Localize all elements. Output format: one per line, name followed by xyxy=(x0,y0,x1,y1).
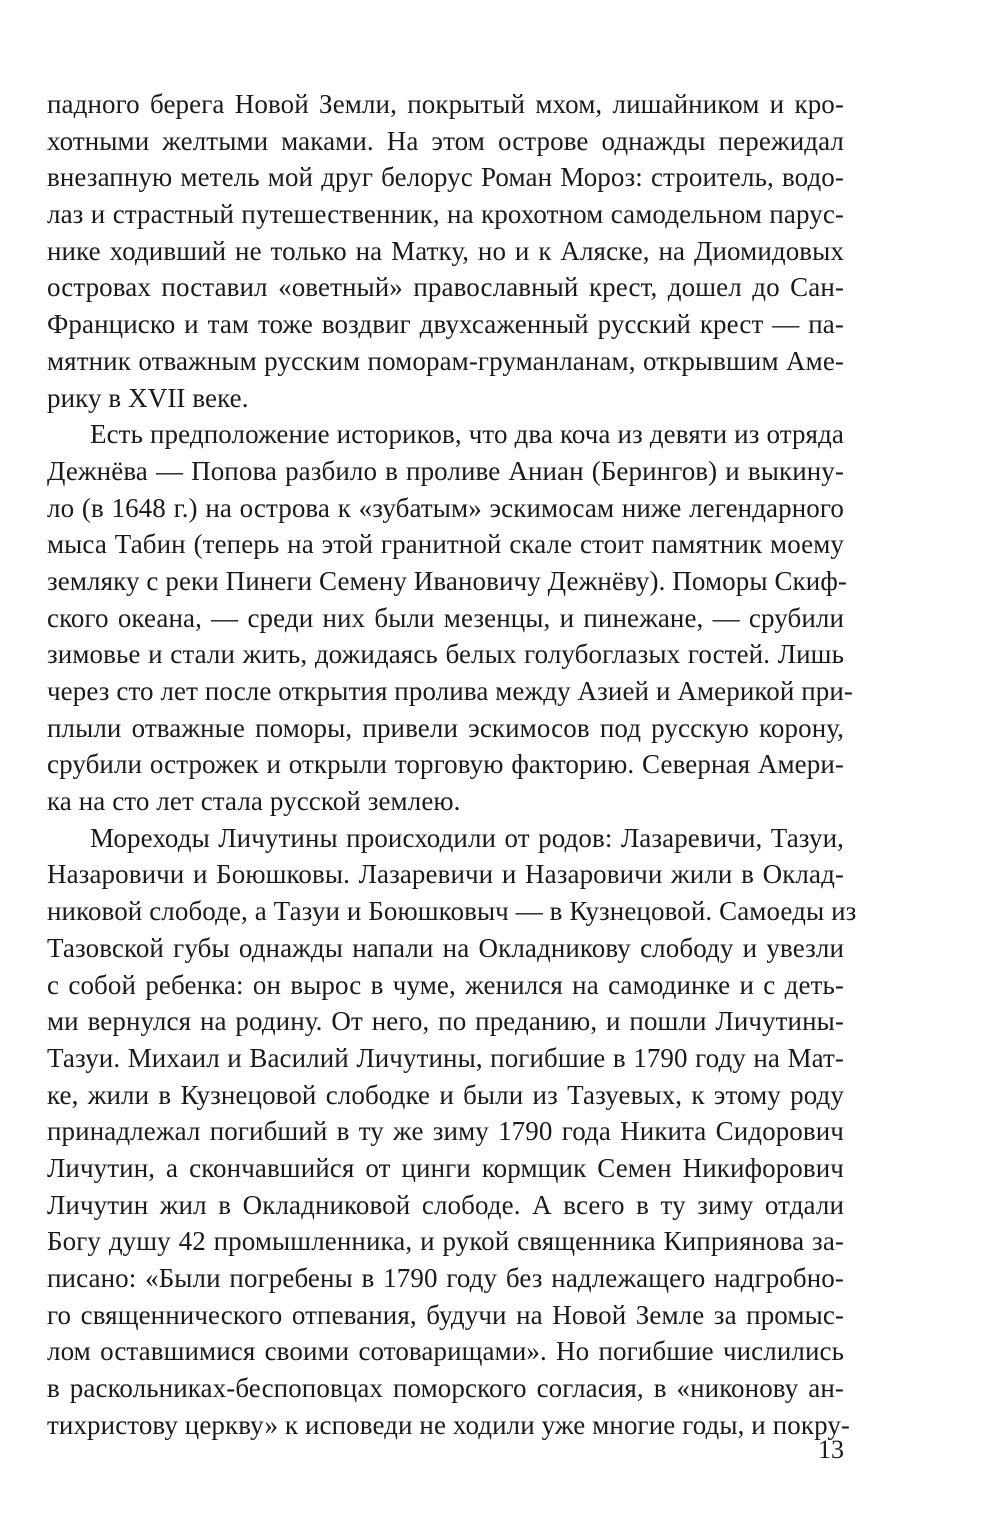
text-line: лом оставшимися своими сотоварищами». Но погибшие числились xyxy=(47,1336,844,1367)
text-line: Есть предположение историков, что два коча из девяти из отряда xyxy=(90,419,844,450)
text-line: Личутин, а скончавшийся от цинги кормщик Семен Никифорович xyxy=(47,1152,844,1183)
text-line: срубили острожек и открыли торговую факторию. Северная Амери- xyxy=(47,749,844,780)
text-line: Богу душу 42 промышленника, и рукой священника Киприянова за- xyxy=(47,1226,844,1257)
paragraph-2 xyxy=(47,416,854,820)
text-line: писано: «Были погребены в 1790 году без надлежащего надгробно- xyxy=(47,1263,844,1293)
text-line: островах поставил «оветный» православный крест, дошел до Сан- xyxy=(47,272,844,303)
text-line: рику в XVII веке. xyxy=(47,382,249,413)
text-line: падного берега Новой Земли, покрытый мхом, лишайником и кро- xyxy=(47,89,844,119)
text-line: тихристову церкву» к исповеди не ходили уже многие годы, и покру- xyxy=(47,1409,851,1440)
text-line: Личутин жил в Окладниковой слободе. А всего в ту зиму отдали xyxy=(47,1189,844,1220)
paragraph-1 xyxy=(47,86,844,416)
text-line: плыли отважные поморы, привели эскимосов под русскую корону, xyxy=(47,712,844,743)
text-line: го священнического отпевания, будучи на Новой Земле за промыс- xyxy=(47,1299,844,1330)
text-line: Назаровичи и Боюшковы. Лазаревичи и Назаровичи жили в Оклад- xyxy=(47,859,844,890)
text-line: Тазовской губы однажды напали на Окладникову слободу и увезли xyxy=(47,932,844,963)
text-line: ского океана, — среди них были мезенцы, и пинежане, — срубили xyxy=(47,602,844,633)
text-line: мятник отважным русским поморам-груманланам, открывшим Аме- xyxy=(47,345,844,376)
text-line: земляку с реки Пинеги Семену Ивановичу Дежнёву). Поморы Скиф- xyxy=(47,565,848,596)
text-line: ми вернулся на родину. От него, по преданию, и пошли Личутины- xyxy=(47,1006,844,1037)
page-number: 13 xyxy=(818,1435,844,1464)
text-line: Франциско и там тоже воздвиг двухсаженный русский крест — па- xyxy=(47,309,844,340)
text-line: Дежнёва — Попова разбило в проливе Аниан (Берингов) и выкину- xyxy=(47,455,844,486)
text-line: никовой слободе, а Тазуи и Боюшковыч — в Кузнецовой. Самоеды из xyxy=(47,896,857,927)
text-line: зимовье и стали жить, дожидаясь белых голубоглазых гостей. Лишь xyxy=(47,639,844,670)
text-line: с собой ребенка: он вырос в чуме, женился на самодинке и с деть- xyxy=(47,969,844,1000)
text-line: лаз и страстный путешественник, на крохотном самодельном парус- xyxy=(47,199,844,230)
text-line: в раскольниках-беспоповцах поморского согласия, в «никонову ан- xyxy=(47,1373,844,1404)
text-line: ка на сто лет стала русской землею. xyxy=(47,786,461,817)
text-line: нике ходивший не только на Матку, но и к Аляске, на Диомидовых xyxy=(47,235,844,266)
text-line: ке, жили в Кузнецовой слободке и были из Тазуевых, к этому роду xyxy=(47,1079,844,1110)
text-line: мыса Табин (теперь на этой гранитной скале стоит памятник моему xyxy=(47,529,844,560)
text-line: ло (в 1648 г.) на острова к «зубатым» эскимосам ниже легендарного xyxy=(47,492,844,523)
paragraph-3 xyxy=(47,820,857,1444)
text-line: хотными желтыми маками. На этом острове однажды пережидал xyxy=(47,125,844,156)
text-line: принадлежал погибший в ту же зиму 1790 года Никита Сидорович xyxy=(47,1116,844,1147)
text-line: Мореходы Личутины происходили от родов: Лазаревичи, Тазуи, xyxy=(90,822,844,853)
text-line: через сто лет после открытия пролива между Азией и Америкой при- xyxy=(47,676,854,706)
text-line: внезапную метель мой друг белорус Роман Мороз: строитель, водо- xyxy=(47,162,844,193)
body-text xyxy=(47,86,857,1443)
text-line: Тазуи. Михаил и Василий Личутины, погибшие в 1790 году на Мат- xyxy=(47,1042,844,1073)
